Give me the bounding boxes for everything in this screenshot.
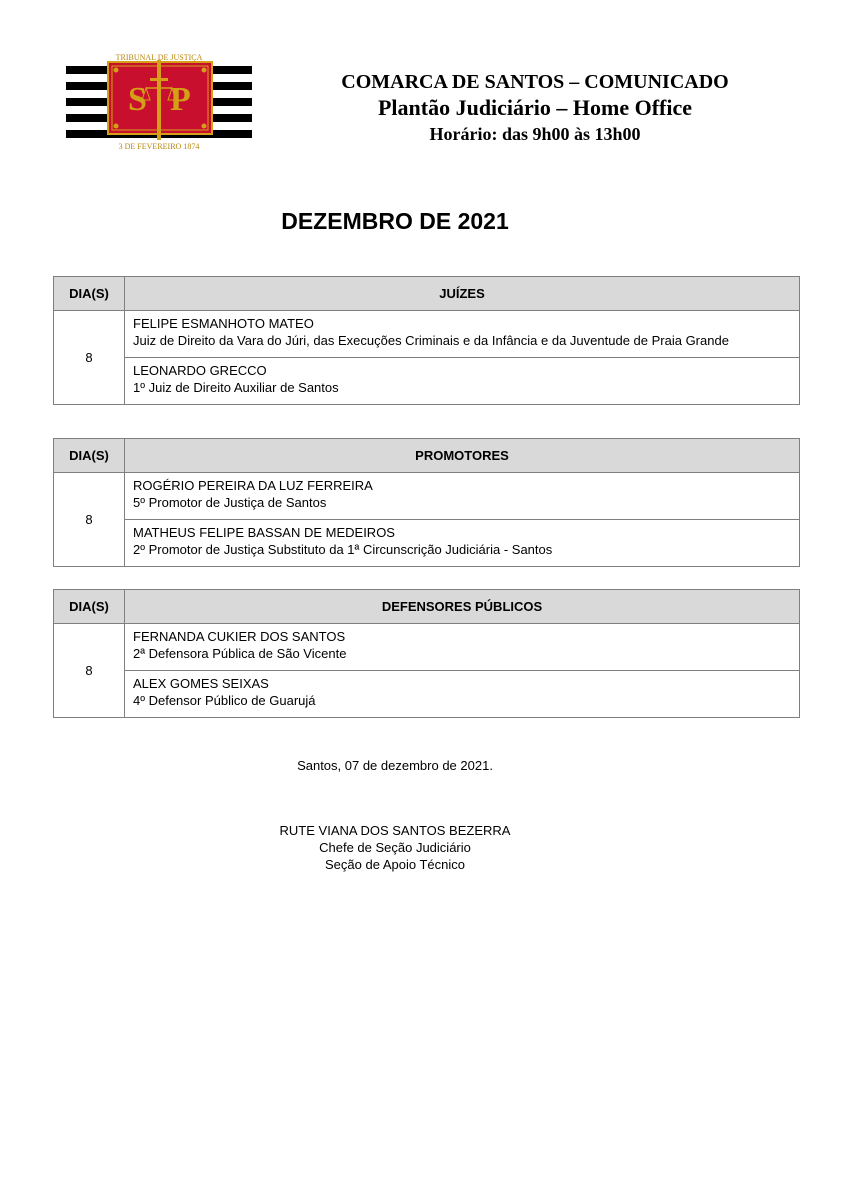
person-cell bbox=[125, 624, 800, 671]
column-header-days: DIA(S) bbox=[54, 439, 125, 473]
table-row bbox=[54, 520, 800, 567]
person-role: 2º Promotor de Justiça Substituto da 1ª Circunscrição Judiciária - Santos bbox=[133, 542, 553, 557]
day-cell: 8 bbox=[54, 473, 125, 567]
day-cell: 8 bbox=[54, 311, 125, 405]
header-line-plantao: Plantão Judiciário – Home Office bbox=[377, 95, 693, 120]
table-row bbox=[54, 358, 800, 405]
person-name: ALEX GOMES SEIXAS bbox=[133, 676, 269, 691]
person-role: Juiz de Direito da Vara do Júri, das Execuções Criminais e da Infância e da Juventude de Praia Grande bbox=[133, 333, 729, 348]
header-line-horario: Horário: das 9h00 às 13h00 bbox=[429, 124, 641, 144]
person-name: FERNANDA CUKIER DOS SANTOS bbox=[133, 629, 346, 644]
table-row bbox=[54, 473, 800, 520]
signature-block bbox=[230, 822, 560, 873]
person-role: 5º Promotor de Justiça de Santos bbox=[133, 495, 327, 510]
person-name: LEONARDO GRECCO bbox=[133, 363, 267, 378]
header-line-comarca: COMARCA DE SANTOS – COMUNICADO bbox=[341, 71, 729, 93]
public-defenders-table bbox=[53, 589, 800, 718]
person-cell bbox=[125, 671, 800, 718]
column-header-prosecutors: PROMOTORES bbox=[125, 439, 800, 473]
judges-table bbox=[53, 276, 800, 405]
document-header bbox=[290, 70, 780, 146]
signatory-title: Chefe de Seção Judiciário bbox=[319, 840, 471, 855]
person-name: ROGÉRIO PEREIRA DA LUZ FERREIRA bbox=[133, 478, 373, 493]
place-and-date: Santos, 07 de dezembro de 2021. bbox=[297, 758, 493, 773]
table-row bbox=[54, 624, 800, 671]
table-row bbox=[54, 671, 800, 718]
prosecutors-table bbox=[53, 438, 800, 567]
table-header-row bbox=[54, 277, 800, 311]
person-name: FELIPE ESMANHOTO MATEO bbox=[133, 316, 314, 331]
person-cell bbox=[125, 311, 800, 358]
column-header-judges: JUÍZES bbox=[125, 277, 800, 311]
month-title: DEZEMBRO DE 2021 bbox=[281, 208, 509, 234]
table-header-row bbox=[54, 590, 800, 624]
person-role: 2ª Defensora Pública de São Vicente bbox=[133, 646, 347, 661]
signatory-name: RUTE VIANA DOS SANTOS BEZERRA bbox=[279, 823, 511, 838]
table-row bbox=[54, 311, 800, 358]
svg-text:3 DE FEVEREIRO 1874: 3 DE FEVEREIRO 1874 bbox=[118, 142, 200, 151]
signatory-department: Seção de Apoio Técnico bbox=[325, 857, 465, 872]
person-cell bbox=[125, 520, 800, 567]
person-cell bbox=[125, 358, 800, 405]
column-header-days: DIA(S) bbox=[54, 590, 125, 624]
column-header-public-defenders: DEFENSORES PÚBLICOS bbox=[125, 590, 800, 624]
person-role: 1º Juiz de Direito Auxiliar de Santos bbox=[133, 380, 339, 395]
column-header-days: DIA(S) bbox=[54, 277, 125, 311]
tribunal-logo bbox=[66, 52, 252, 152]
table-header-row bbox=[54, 439, 800, 473]
svg-text:S: S bbox=[128, 81, 147, 118]
person-name: MATHEUS FELIPE BASSAN DE MEDEIROS bbox=[133, 525, 395, 540]
person-cell bbox=[125, 473, 800, 520]
tribunal-seal-icon bbox=[66, 52, 252, 152]
day-cell: 8 bbox=[54, 624, 125, 718]
person-role: 4º Defensor Público de Guarujá bbox=[133, 693, 316, 708]
svg-text:P: P bbox=[170, 81, 191, 118]
svg-text:TRIBUNAL DE JUSTIÇA: TRIBUNAL DE JUSTIÇA bbox=[115, 53, 203, 62]
